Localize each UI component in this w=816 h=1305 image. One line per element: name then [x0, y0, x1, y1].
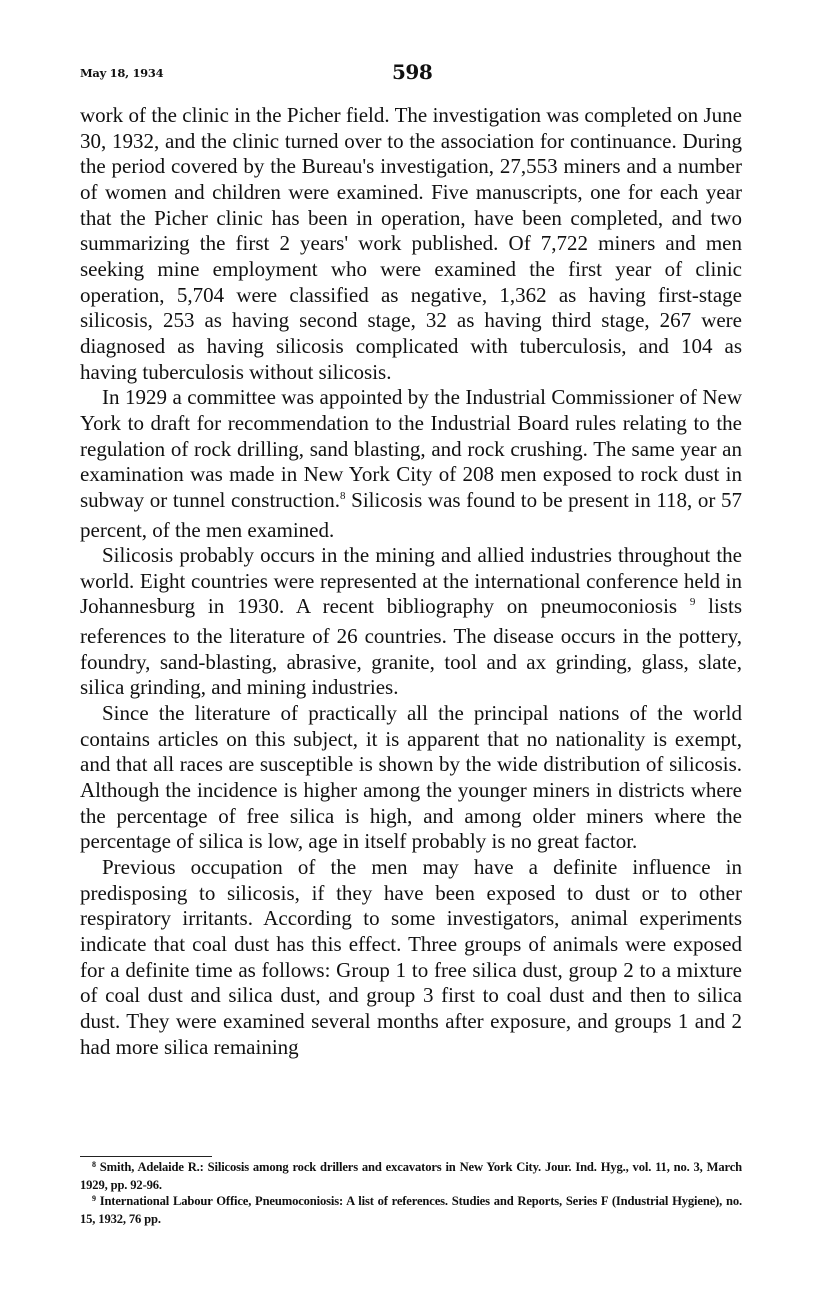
paragraph-nationality-age: [80, 701, 742, 855]
paragraph-clinic-results: [80, 103, 742, 385]
footnote-marker: 8: [92, 1160, 96, 1169]
footnote-marker: 9: [92, 1194, 96, 1203]
footnotes: [80, 1159, 742, 1227]
paragraph-text: Since the literature of practically all the principal nations of the world contains articles on this subject, it is apparent that no nationality is exempt, and that all races are susceptible is shown by the wide distribution of silicosis. Although the incidence is higher among the younger miners in districts where the percentage of free silica is high, and among older miners where the percentage of silica is low, age in itself probably is no great factor.: [80, 701, 742, 854]
footnote-8: [80, 1159, 742, 1193]
paragraph-previous-occupation: [80, 855, 742, 1060]
footnote-reference-9[interactable]: 9: [689, 596, 696, 609]
running-header: [80, 60, 742, 90]
footnote-text: Smith, Adelaide R.: Silicosis among rock drillers and excavators in New York City. Jour. Ind. Hyg., vol. 11, no. 3, March 1929, pp. 92-96.: [80, 1160, 742, 1192]
footnote-9: [80, 1193, 742, 1227]
issue-date: May 18, 1934: [80, 66, 164, 80]
paragraph-text: Silicosis was found to be present in 118, or 57 percent, of the men examined.: [80, 487, 743, 542]
paragraph-text: In 1929 a committee was appointed by the Industrial Commissioner of New York to draft for recommendation to the Industrial Board rules relating to the regulation of rock drilling, sand blasting, and rock crushing. The same year an examination was made in New York City of 208 men exposed to rock dust in subway or tunnel construction.: [80, 385, 742, 512]
paragraph-new-york-committee: [80, 385, 742, 543]
paragraph-text: lists references to the literature of 26 countries. The disease occurs in the pottery, foundry, sand-blasting, abrasive, granite, tool and ax grinding, glass, slate, silica grinding, and mining industries.: [80, 594, 742, 700]
paragraph-text: Previous occupation of the men may have a definite influence in predisposing to silicosis, if they have been exposed to dust or to other respiratory irritants. According to some investigators, animal experiments indicate that coal dust has this effect. Three groups of animals were exposed for a definite time as follows: Group 1 to free silica dust, group 2 to a mixture of coal dust and silica dust, and group 3 first to coal dust and then to silica dust. They were examined several months after exposure, and groups 1 and 2 had more silica remaining: [80, 855, 742, 1059]
page-number: 598: [392, 60, 433, 84]
body-text: [80, 103, 742, 1060]
footnote-text: International Labour Office, Pneumoconiosis: A list of references. Studies and Reports, Series F (Industrial Hygiene), no. 15, 1932, 76 pp.: [80, 1194, 743, 1226]
paragraph-text: Silicosis probably occurs in the mining and allied industries throughout the world. Eight countries were represented at the international conference held in Johannesburg in 1930. A recent bibliography on pneumoconiosis: [80, 543, 742, 619]
paragraph-text: work of the clinic in the Picher field. The investigation was completed on June 30, 1932, and the clinic turned over to the association for continuance. During the period covered by the Bureau's investigation, 27,553 miners and a number of women and children were examined. Five manuscripts, one for each year that the Picher clinic has been in operation, have been completed, and two summarizing the first 2 years' work published. Of 7,722 miners and men seeking mine employment who were examined the first year of clinic operation, 5,704 were classified as negative, 1,362 as having first-stage silicosis, 253 as having second stage, 32 as having third stage, 267 were diagnosed as having silicosis complicated with tuberculosis, and 104 as having tuberculosis without silicosis.: [80, 103, 742, 384]
footnote-reference-8[interactable]: 8: [340, 489, 346, 502]
footnote-divider: [80, 1156, 212, 1157]
paragraph-worldwide-occurrence: [80, 543, 742, 701]
